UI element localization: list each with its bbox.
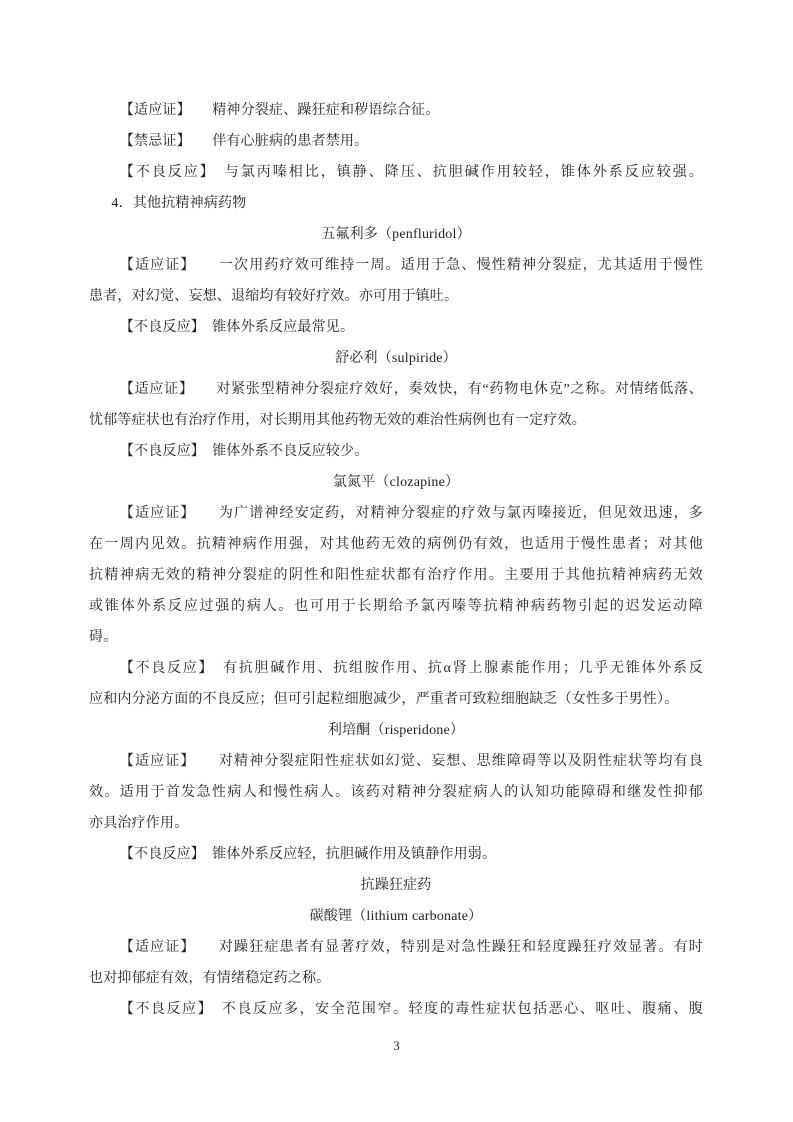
paragraph-adverse-reaction-lithium [89,994,703,1025]
text-line: 【适应证】 一次用药疗效可维持一周。适用于急、慢性精神分裂症，尤其适用于慢性 [119,258,703,273]
paragraph-adverse-reaction-1 [89,157,703,188]
text-line: 【不良反应】 不良反应多，安全范围窄。轻度的毒性症状包括恶心、呕吐、腹痛、腹 [119,1002,703,1017]
page-body [89,95,703,1025]
paragraph-adverse-reaction-risperidone [89,839,703,870]
text-line: 患者，对幻觉、妄想、退缩均有较好疗效。亦可用于镇吐。 [89,289,459,304]
text-line: 抗躁狂症药 [360,878,432,893]
text-line: 抗精神病无效的精神分裂症的阴性和阳性症状都有治疗作用。主要用于其他抗精神病药无效 [89,568,703,583]
text-line: 碳酸锂（lithium carbonate） [309,909,483,924]
heading-penfluridol [89,219,703,250]
text-line: 【不良反应】 有抗胆碱作用、抗组胺作用、抗α肾上腺素能作用；几乎无锥体外系反 [119,661,703,676]
paragraph-adverse-reaction-clozapine [89,653,703,715]
heading-sulpiride [89,343,703,374]
text-line: 碍。 [89,630,118,645]
text-line: 忧郁等症状也有治疗作用，对长期用其他药物无效的难治性病例也有一定疗效。 [89,413,586,428]
text-line: 【不良反应】 锥体外系不良反应较少。 [119,444,369,459]
paragraph-adverse-reaction-penfluridol [89,312,703,343]
text-line: 4．其他抗精神病药物 [111,196,247,211]
text-line: 或锥体外系反应过强的病人。也可用于长期给予氯丙嗪等抗精神病药物引起的迟发运动障 [89,599,703,614]
text-line: 【适应证】 精神分裂症、躁狂症和秽语综合征。 [119,103,440,118]
text-line: 亦具治疗作用。 [89,816,189,831]
text-line: 五氟利多（penfluridol） [321,227,471,242]
text-line: 氯氮平（clozapine） [332,475,460,490]
paragraph-indication-lithium [89,932,703,994]
text-line: 【适应证】 对精神分裂症阳性症状如幻觉、妄想、思维障碍等以及阴性症状等均有良 [119,754,703,769]
text-line: 【适应证】 对躁狂症患者有显著疗效，特别是对急性躁狂和轻度躁狂疗效显著。有时 [119,940,703,955]
text-line: 【适应证】 为广谱神经安定药，对精神分裂症的疗效与氯丙嗪接近，但见效迅速，多 [119,506,703,521]
paragraph-indication-sulpiride [89,374,703,436]
text-line: 在一周内见效。抗精神病作用强，对其他药无效的病例仍有效，也适用于慢性患者；对其他 [89,537,703,552]
text-line: 舒必利（sulpiride） [335,351,457,366]
page-number: 3 [393,1039,400,1053]
text-line: 也对抑郁症有效，有情绪稳定药之称。 [89,971,331,986]
heading-lithium-carbonate [89,901,703,932]
heading-clozapine [89,467,703,498]
paragraph-contraindication-1 [89,126,703,157]
text-line: 【不良反应】 锥体外系反应最常见。 [119,320,355,335]
heading-other-antipsychotics [89,188,703,219]
paragraph-indication-clozapine [89,498,703,653]
paragraph-indication-penfluridol [89,250,703,312]
text-line: 【禁忌证】 伴有心脏病的患者禁用。 [119,134,369,149]
text-line: 【适应证】 对紧张型精神分裂症疗效好，奏效快，有“药物电休克”之称。对情绪低落、 [119,382,703,397]
text-line: 应和内分泌方面的不良反应；但可引起粒细胞减少，严重者可致粒细胞缺乏（女性多于男性）。 [89,692,679,707]
text-line: 效。适用于首发急性病人和慢性病人。该药对精神分裂症病人的认知功能障碍和继发性抑郁 [89,785,703,800]
paragraph-adverse-reaction-sulpiride [89,436,703,467]
paragraph-indication-1 [89,95,703,126]
heading-risperidone [89,715,703,746]
text-line: 【不良反应】 锥体外系反应轻，抗胆碱作用及镇静作用弱。 [119,847,497,862]
paragraph-indication-risperidone [89,746,703,839]
text-line: 【不良反应】 与氯丙嗪相比，镇静、降压、抗胆碱作用较轻，锥体外系反应较强。 [119,165,703,180]
heading-antimanic-drugs [89,870,703,901]
text-line: 利培酮（risperidone） [327,723,465,738]
